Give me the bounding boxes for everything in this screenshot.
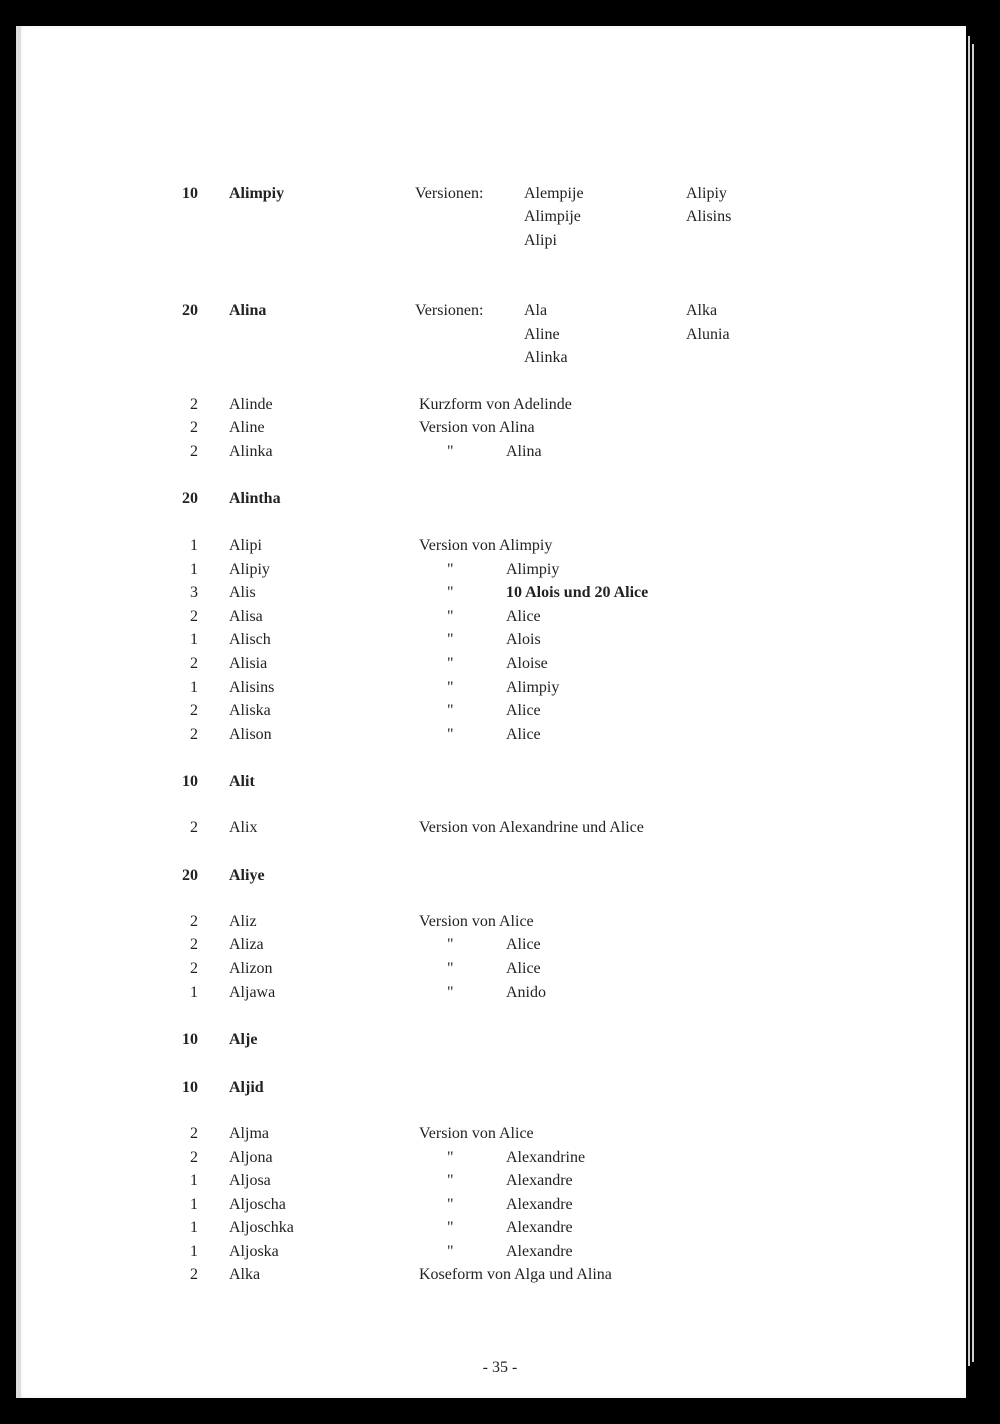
entry-reference: Alempije: [524, 185, 584, 202]
entry-description: Version von Alice: [419, 1125, 534, 1142]
entry-name: Alis: [229, 584, 256, 601]
entry-description: Version von Alina: [419, 419, 535, 436]
page-edge: [972, 44, 974, 1362]
entry-name: Aliz: [229, 913, 257, 930]
entry-reference: 10 Alois und 20 Alice: [506, 584, 649, 601]
entry-name: Alje: [229, 1031, 258, 1048]
entry-frequency: 2: [190, 960, 198, 977]
ditto-mark: ": [447, 1196, 454, 1213]
entry-name: Alimpiy: [229, 185, 285, 202]
entry-name: Alisins: [229, 679, 275, 696]
entry-reference: Alice: [506, 726, 541, 743]
entry-reference: Alexandre: [506, 1219, 573, 1236]
entry-frequency: 2: [190, 419, 198, 436]
entry-reference: Anido: [506, 984, 546, 1001]
entry-name: Alinde: [229, 396, 273, 413]
entry-name: Aljoska: [229, 1243, 279, 1260]
entry-frequency: 2: [190, 1149, 198, 1166]
entry-reference: Alinka: [524, 349, 568, 366]
entry-name: Aliye: [229, 867, 265, 884]
entry-reference-secondary: Alipiy: [686, 185, 727, 202]
entry-reference: Alice: [506, 702, 541, 719]
entry-description: Version von Alexandrine und Alice: [419, 819, 644, 836]
entry-reference: Alexandrine: [506, 1149, 586, 1166]
entry-name: Aliza: [229, 936, 264, 953]
entry-name: Aljoscha: [229, 1196, 286, 1213]
entry-reference: Alexandre: [506, 1196, 573, 1213]
entry-description: Kurzform von Adelinde: [419, 396, 572, 413]
entry-name: Aliska: [229, 702, 271, 719]
entry-frequency: 2: [190, 1266, 198, 1283]
entry-name: Alison: [229, 726, 272, 743]
entry-frequency: 20: [182, 302, 198, 319]
entry-name: Alipi: [229, 537, 262, 554]
entry-frequency: 2: [190, 819, 198, 836]
entry-name: Alina: [229, 302, 267, 319]
page-spine-shadow: [16, 26, 21, 1398]
entry-reference: Aline: [524, 326, 560, 343]
ditto-mark: ": [447, 443, 454, 460]
entry-frequency: 2: [190, 443, 198, 460]
entry-name: Aljma: [229, 1125, 269, 1142]
ditto-mark: ": [447, 608, 454, 625]
entry-frequency: 2: [190, 608, 198, 625]
entry-frequency: 20: [182, 490, 198, 507]
entry-description: Koseform von Alga und Alina: [419, 1266, 612, 1283]
entry-frequency: 2: [190, 396, 198, 413]
ditto-mark: ": [447, 1243, 454, 1260]
entry-frequency: 20: [182, 867, 198, 884]
entry-versions-label: Versionen:: [415, 185, 484, 202]
entry-name: Alix: [229, 819, 258, 836]
ditto-mark: ": [447, 984, 454, 1001]
entry-frequency: 1: [190, 1243, 198, 1260]
entry-name: Aljid: [229, 1079, 264, 1096]
entry-reference: Alice: [506, 936, 541, 953]
entry-frequency: 1: [190, 984, 198, 1001]
entry-name: Aline: [229, 419, 265, 436]
entry-frequency: 1: [190, 1219, 198, 1236]
entry-frequency: 2: [190, 726, 198, 743]
entry-reference: Alina: [506, 443, 542, 460]
entry-name: Aljona: [229, 1149, 273, 1166]
entry-frequency: 2: [190, 702, 198, 719]
entry-frequency: 3: [190, 584, 198, 601]
page-edge: [968, 36, 970, 1366]
entry-frequency: 2: [190, 936, 198, 953]
entry-name: Aljosa: [229, 1172, 271, 1189]
entry-reference: Alimpiy: [506, 561, 560, 578]
entry-reference-secondary: Alunia: [686, 326, 730, 343]
document-page: [16, 26, 966, 1398]
entry-reference-secondary: Alka: [686, 302, 718, 319]
ditto-mark: ": [447, 1172, 454, 1189]
entry-reference: Alimpije: [524, 208, 581, 225]
entry-name: Alizon: [229, 960, 273, 977]
ditto-mark: ": [447, 631, 454, 648]
entry-name: Alintha: [229, 490, 281, 507]
entry-frequency: 1: [190, 537, 198, 554]
entry-frequency: 1: [190, 561, 198, 578]
entry-reference: Alice: [506, 608, 541, 625]
page-number: - 35 -: [482, 1359, 518, 1376]
entry-name: Alit: [229, 773, 255, 790]
entry-reference: Alexandre: [506, 1172, 573, 1189]
entry-name: Aljoschka: [229, 1219, 294, 1236]
ditto-mark: ": [447, 655, 454, 672]
ditto-mark: ": [447, 1219, 454, 1236]
entry-name: Aljawa: [229, 984, 276, 1001]
entry-reference: Alice: [506, 960, 541, 977]
entry-frequency: 1: [190, 1172, 198, 1189]
entry-name: Alipiy: [229, 561, 270, 578]
ditto-mark: ": [447, 936, 454, 953]
entry-frequency: 1: [190, 679, 198, 696]
entry-frequency: 2: [190, 913, 198, 930]
entry-name: Alisia: [229, 655, 268, 672]
entry-frequency: 2: [190, 655, 198, 672]
entry-frequency: 1: [190, 631, 198, 648]
entry-description: Version von Alimpiy: [419, 537, 553, 554]
entry-reference: Alois: [506, 631, 541, 648]
entry-description: Version von Alice: [419, 913, 534, 930]
ditto-mark: ": [447, 702, 454, 719]
entry-name: Alka: [229, 1266, 261, 1283]
ditto-mark: ": [447, 561, 454, 578]
entry-frequency: 10: [182, 1079, 198, 1096]
entry-reference: Alipi: [524, 232, 557, 249]
entry-name: Alisch: [229, 631, 271, 648]
entry-reference: Ala: [524, 302, 548, 319]
entry-versions-label: Versionen:: [415, 302, 484, 319]
entry-name: Alinka: [229, 443, 273, 460]
ditto-mark: ": [447, 726, 454, 743]
entry-reference-secondary: Alisins: [686, 208, 732, 225]
entry-frequency: 10: [182, 773, 198, 790]
ditto-mark: ": [447, 960, 454, 977]
ditto-mark: ": [447, 1149, 454, 1166]
entry-reference: Alexandre: [506, 1243, 573, 1260]
entry-frequency: 2: [190, 1125, 198, 1142]
entry-reference: Aloise: [506, 655, 548, 672]
ditto-mark: ": [447, 679, 454, 696]
entry-reference: Alimpiy: [506, 679, 560, 696]
ditto-mark: ": [447, 584, 454, 601]
entry-frequency: 10: [182, 1031, 198, 1048]
entry-frequency: 10: [182, 185, 198, 202]
entry-name: Alisa: [229, 608, 263, 625]
entry-frequency: 1: [190, 1196, 198, 1213]
